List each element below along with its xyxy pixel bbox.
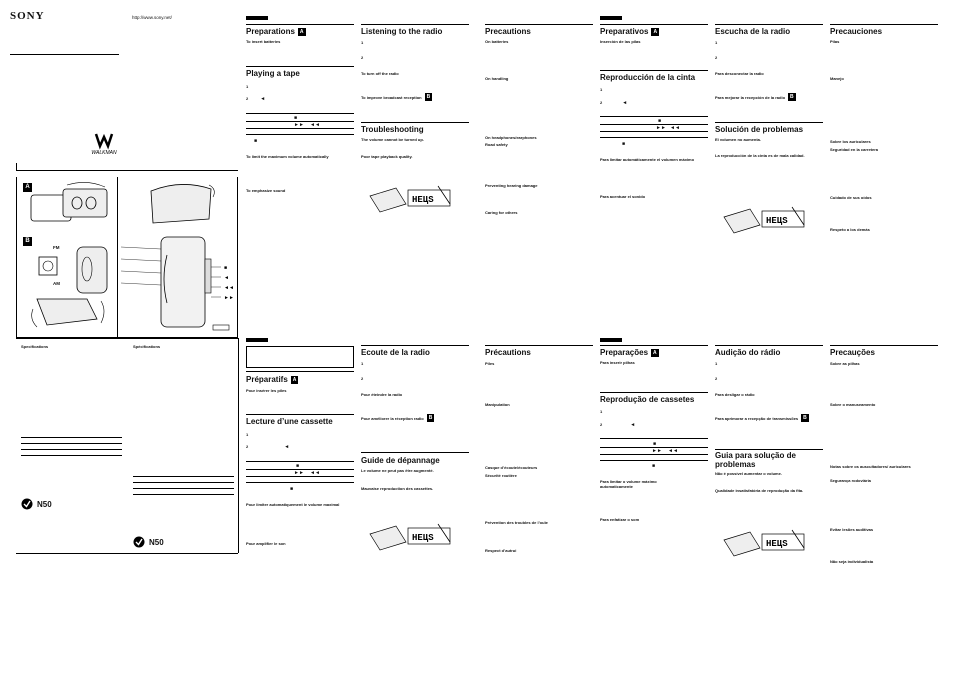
cover-right-edge [238, 338, 239, 553]
emphasize-sound: Para enfatizar o som [600, 517, 640, 522]
on-handling: On handling [485, 76, 509, 81]
specs-heading-fr: Spécifications [133, 344, 161, 349]
svg-text:■: ■ [224, 265, 228, 271]
hearing-damage: Prévention des troubles de l’ouïe [485, 520, 548, 525]
section-rule [600, 345, 708, 346]
step-1: 1 [246, 84, 249, 89]
stop-symbol: ■ [294, 115, 298, 121]
trouble-volume: Não é possível aumentar o volume. [715, 471, 782, 476]
section-rule [361, 345, 469, 346]
turn-off-radio: Para desconectar la radio [715, 71, 764, 76]
table-line [600, 460, 708, 461]
trouble-poor-playback: Poor tape playback quality. [361, 154, 413, 159]
heading-precautions: Précautions [485, 348, 531, 357]
table-line [246, 128, 354, 129]
improve-reception: Para aprimorar a recepção de transmissões B [715, 415, 807, 421]
step-2: 2 ◄ [600, 100, 628, 106]
am-label: AM [53, 281, 60, 286]
heading-troubleshooting: Troubleshooting [361, 125, 424, 134]
on-batteries: On batteries [485, 39, 509, 44]
section-rule [485, 24, 593, 25]
section-rule [715, 24, 823, 25]
cover-fold-line [16, 170, 238, 171]
section-rule [830, 24, 938, 25]
on-headphones: Casque d’écoute/écouteurs [485, 465, 538, 470]
turn-off-radio: Pour éteindre la radio [361, 392, 403, 397]
model-number: N50 [37, 499, 52, 509]
step-1: 1 [715, 40, 718, 45]
language-tab-en [246, 16, 268, 20]
turn-off-radio: Para desligar o rádio [715, 392, 755, 397]
spec-table-line [21, 443, 122, 444]
trouble-poor-playback: Qualidade insatisfatória de reprodução da fita. [715, 488, 804, 493]
section-rule [246, 24, 354, 25]
step-2: 2 [715, 55, 718, 60]
section-rule [600, 392, 708, 393]
on-batteries: Pilas [830, 39, 840, 44]
insert-batteries: Inserción de las pilas [600, 39, 641, 44]
heading-listening: Escucha de la radio [715, 27, 791, 36]
heading-playing: Playing a tape [246, 69, 300, 78]
figure-frame [16, 177, 238, 338]
specs-heading-en: Specifications [21, 344, 49, 349]
compliance-check-icon [21, 498, 33, 510]
section-rule [246, 66, 354, 67]
heading-listening: Listening to the radio [361, 27, 443, 36]
website-url[interactable]: http://www.sony.net/ [132, 15, 172, 20]
hearing-damage: Cuidado de sus oídos [830, 195, 872, 200]
heading-playing: Reprodução de cassetes [600, 395, 695, 404]
heading-listening: Ecoute de la radio [361, 348, 430, 357]
improve-reception: Para mejorar la recepción de la radio B [715, 94, 794, 100]
model-number: N50 [149, 537, 164, 547]
section-rule [485, 345, 593, 346]
section-rule [361, 24, 469, 25]
stop-symbol: ■ [290, 486, 294, 492]
heading-troubleshooting: Guia para solução de problemas [715, 451, 796, 469]
step-1: 1 [600, 87, 603, 92]
caring-for-others: Respeto a los demás [830, 227, 870, 232]
section-rule [600, 70, 708, 71]
step-2: 2 [361, 376, 364, 381]
road-safety: Segurança rodoviária [830, 478, 871, 483]
svg-text:HEЦS: HEЦS [412, 195, 434, 205]
insert-batteries: Pour insérer les piles [246, 388, 287, 393]
ff-symbol: ►► [294, 470, 304, 476]
trouble-volume: The volume cannot be turned up. [361, 137, 424, 142]
figure-a-tag: A [23, 183, 32, 192]
svg-text:◄: ◄ [224, 275, 229, 281]
section-rule [715, 345, 823, 346]
stop-symbol: ■ [658, 118, 662, 124]
limit-volume: Para limitar automáticamente el volumen máximo [600, 157, 695, 162]
on-headphones: Sobre los auriculares [830, 139, 871, 144]
fr-notice-box [246, 346, 354, 368]
improve-reception: Pour améliorer la réception radio B [361, 415, 433, 421]
hearing-damage: Preventing hearing damage [485, 183, 538, 188]
spec-table-line [21, 455, 122, 456]
cover-divider [10, 54, 119, 55]
heading-preparations: Preparações A [600, 348, 657, 357]
language-tab-pt [600, 338, 622, 342]
on-handling: Sobre o manuseamento [830, 402, 876, 407]
improve-reception: To improve broadcast reception B [361, 94, 431, 100]
section-rule [830, 345, 938, 346]
insert-batteries: Para inserir pilhas [600, 360, 635, 365]
spec-table-line [21, 449, 122, 450]
stop-symbol: ■ [254, 138, 258, 144]
step-2: 2 ◄ [246, 444, 290, 450]
section-rule [246, 371, 354, 372]
table-line [246, 482, 354, 483]
heading-precautions: Precautions [485, 27, 531, 36]
heading-playing: Lecture d’une cassette [246, 417, 333, 426]
spec-table-line [133, 494, 234, 495]
rew-symbol: ◄◄ [310, 470, 320, 476]
step-2: 2 ◄ [246, 96, 266, 102]
step-2: 2 ◄ [600, 422, 636, 428]
language-tab-es [600, 16, 622, 20]
step-2: 2 [361, 55, 364, 60]
table-line [600, 131, 708, 132]
on-headphones: Notas sobre os auscultadores/ auriculares [830, 464, 911, 469]
stop-symbol: ■ [653, 441, 657, 447]
heading-preparations: Préparatifs A [246, 375, 297, 384]
table-line [246, 134, 354, 135]
limit-volume: Para limitar o volume máximo automaticamente [600, 479, 657, 489]
walkman-logo [84, 132, 124, 156]
rew-symbol: ◄◄ [310, 122, 320, 128]
caring-for-others: Respect d’autrui [485, 548, 517, 553]
trouble-volume: Le volume ne peut pas être augmenté. [361, 468, 434, 473]
step-2: 2 [715, 376, 718, 381]
svg-text:◄◄: ◄◄ [224, 285, 234, 291]
rew-symbol: ◄◄ [670, 125, 680, 131]
heading-preparativos: Preparativos A [600, 27, 658, 36]
language-tab-fr [246, 338, 268, 342]
table-line [600, 124, 708, 125]
heading-precautions: Precauções [830, 348, 875, 357]
section-rule [361, 122, 469, 123]
trouble-poor-playback: La reproducción de la cinta es de mala calidad. [715, 153, 805, 158]
trouble-volume: El volumen no aumenta. [715, 137, 762, 142]
road-safety: Road safety [485, 142, 508, 147]
spec-table-line [133, 488, 234, 489]
compliance-check-icon [133, 536, 145, 548]
head-cleaning-illustration [720, 528, 812, 560]
heading-preparations: Preparations A [246, 27, 304, 36]
spec-table-line [133, 482, 234, 483]
sony-logo: SONY [10, 10, 45, 22]
on-handling: Manejo [830, 76, 844, 81]
table-line [600, 454, 708, 455]
on-batteries: Sobre as pilhas [830, 361, 860, 366]
fm-label: FM [53, 245, 60, 250]
emphasize-sound: To emphasize sound [246, 188, 286, 193]
n50-mark-en [21, 498, 52, 510]
emphasize-sound: Para acentuar el sonido [600, 194, 646, 199]
spec-table-line [133, 476, 234, 477]
section-rule [600, 24, 708, 25]
heading-listening: Audição do rádio [715, 348, 781, 357]
cover-bottom-line [16, 338, 238, 339]
rew-symbol: ◄◄ [668, 448, 678, 454]
insert-batteries: To insert batteries [246, 39, 281, 44]
road-safety: Seguridad en la carretera [830, 147, 879, 152]
svg-text:HEЦS: HEЦS [766, 539, 788, 549]
road-safety: Sécurité routière [485, 473, 517, 478]
figure-separator [117, 177, 118, 337]
ff-symbol: ►► [652, 448, 662, 454]
heading-troubleshooting: Solución de problemas [715, 125, 804, 134]
figure-b-tag: B [23, 237, 32, 246]
emphasize-sound: Pour amplifier le son [246, 541, 286, 546]
ff-symbol: ►► [294, 122, 304, 128]
on-handling: Manipulation [485, 402, 510, 407]
section-rule [361, 452, 469, 453]
heading-troubleshooting: Guide de dépannage [361, 456, 440, 465]
stop-symbol: ■ [622, 141, 626, 147]
caring-for-others: Caring for others [485, 210, 518, 215]
table-line [600, 116, 708, 117]
head-cleaning-illustration [720, 205, 812, 237]
trouble-poor-playback: Mauvaise reproduction des cassettes. [361, 486, 434, 491]
step-1: 1 [715, 361, 718, 366]
table-line [600, 438, 708, 439]
table-line [246, 461, 354, 462]
battery-compartment-illustration [27, 181, 117, 231]
step-1: 1 [361, 40, 364, 45]
head-cleaning-illustration [366, 184, 458, 216]
table-line [246, 113, 354, 114]
table-line [246, 476, 354, 477]
ff-symbol: ►► [656, 125, 666, 131]
stop-symbol: ■ [652, 463, 656, 469]
heading-playing: Reproducción de la cinta [600, 73, 696, 82]
on-batteries: Piles [485, 361, 495, 366]
svg-text:►►: ►► [224, 295, 234, 301]
section-rule [246, 414, 354, 415]
n50-mark-fr [133, 536, 164, 548]
cover-footer-line [16, 553, 238, 554]
section-rule [715, 122, 823, 123]
head-cleaning-illustration [366, 522, 458, 554]
step-1: 1 [361, 361, 364, 366]
step-1: 1 [600, 409, 603, 414]
step-1: 1 [246, 432, 249, 437]
walkman-w-icon [84, 132, 124, 156]
svg-text:HEЦS: HEЦS [412, 533, 434, 543]
heading-precautions: Precauciones [830, 27, 883, 36]
turn-off-radio: To turn off the radio [361, 71, 399, 76]
spec-table-line [21, 437, 122, 438]
section-rule [715, 449, 823, 450]
svg-text:HEЦS: HEЦS [766, 216, 788, 226]
cassette-player-illustration [121, 179, 239, 334]
svg-text:WALKMAN: WALKMAN [91, 150, 117, 156]
hearing-damage: Evitar lesões auditivas [830, 527, 874, 532]
stop-symbol: ■ [296, 463, 300, 469]
limit-volume: Pour limiter automatiquement le volume maximal [246, 502, 340, 507]
radio-antenna-illustration [27, 239, 117, 334]
caring-for-others: Não seja individualista [830, 559, 874, 564]
limit-volume: To limit the maximum volume automatically [246, 154, 329, 159]
table-line [600, 137, 708, 138]
on-headphones: On headphones/earphones [485, 135, 537, 140]
